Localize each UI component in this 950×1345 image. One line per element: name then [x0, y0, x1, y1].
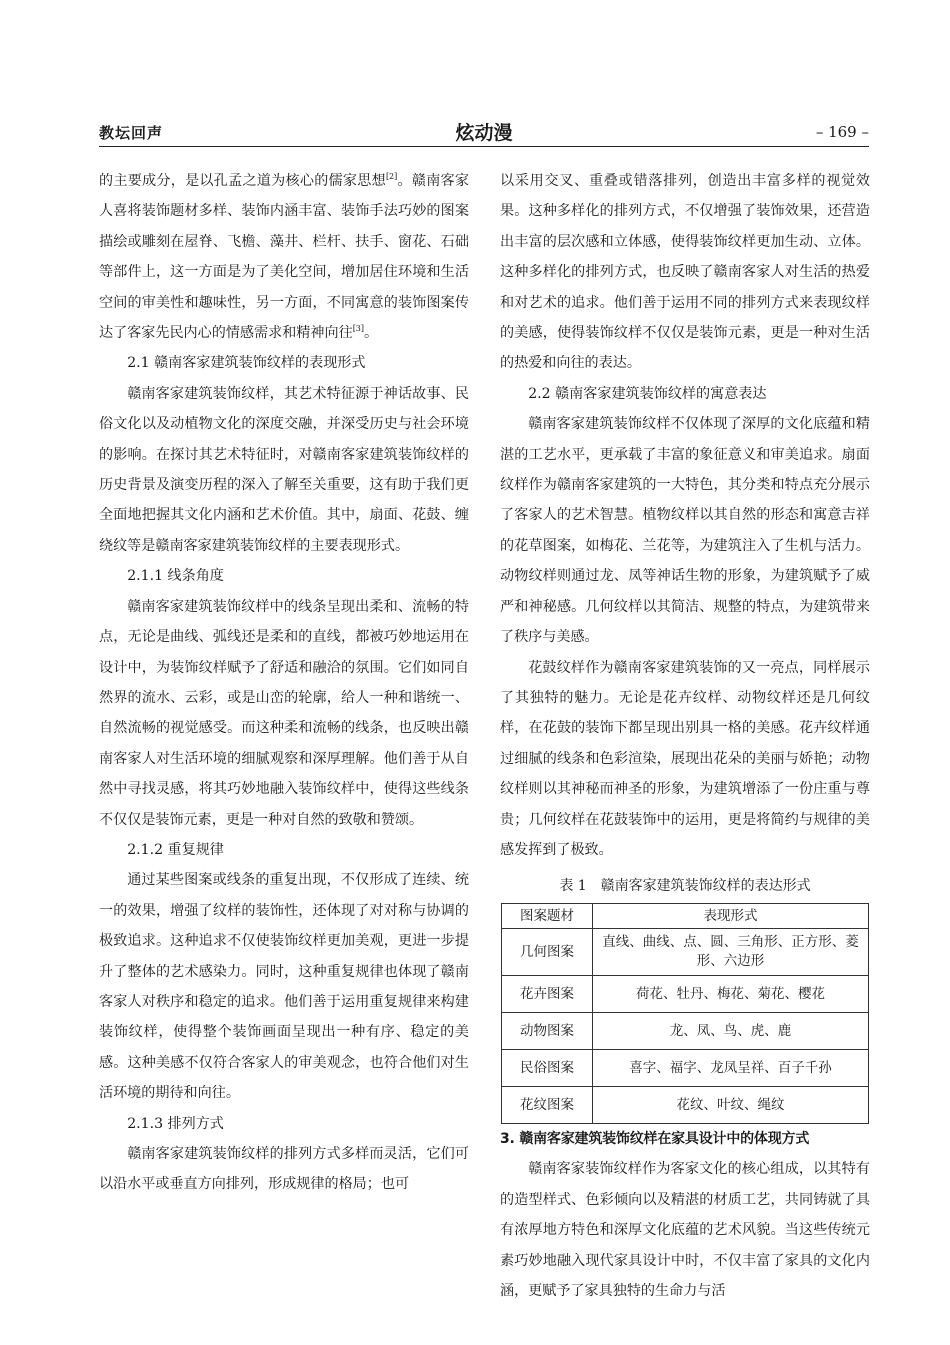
section-heading-2-1-3: 2.1.3 排列方式 — [127, 1115, 224, 1132]
citation-ref: [2] — [385, 172, 398, 181]
section-heading-2-1: 2.1 赣南客家建筑装饰纹样的表现形式 — [127, 355, 366, 372]
pattern-table — [501, 903, 869, 1124]
paragraph: 赣南客家装饰纹样作为客家文化的核心组成，以其特有的造型样式、色彩倾向以及精湛的材质工艺，共同铸就了具有浓厚地方特色和深厚文化底蕴的艺术风貌。当这些传统元素巧妙地融入现代家具设计中时，不仅丰富了家具的文化内涵，更赋予了家具独特的生命力与活 — [500, 1161, 870, 1299]
right-column — [500, 166, 870, 1306]
text-span: 的主要成分，是以孔孟之道为核心的儒家思想 — [99, 173, 386, 189]
table-cell: 民俗图案 — [502, 1050, 593, 1087]
table-cell: 动物图案 — [502, 1013, 593, 1050]
table-cell: 直线、曲线、点、圆、三角形、正方形、菱形、六边形 — [593, 929, 869, 976]
table-header-cell: 表现形式 — [593, 904, 869, 929]
table-row — [502, 1087, 869, 1124]
table-cell: 荷花、牡丹、梅花、菊花、樱花 — [593, 976, 869, 1013]
table-row — [502, 1013, 869, 1050]
table-cell: 花卉图案 — [502, 976, 593, 1013]
table-row — [502, 929, 869, 976]
table-row — [502, 1050, 869, 1087]
table-caption: 表 1 赣南客家建筑装饰纹样的表达形式 — [559, 878, 811, 895]
table-cell: 花纹、叶纹、绳纹 — [593, 1087, 869, 1124]
paragraph: 赣南客家建筑装饰纹样不仅体现了深厚的文化底蕴和精湛的工艺水平，更承载了丰富的象征意义和审美追求。扇面纹样作为赣南客家建筑的一大特色，其分类和特点充分展示了客家人的艺术智慧。植物纹样以其自然的形态和寓意吉祥的花草图案，如梅花、兰花等，为建筑注入了生机与活力。动物纹样则通过龙、凤等神话生物的形象，为建筑赋予了威严和神秘感。几何纹样以其简洁、规整的特点，为建筑带来了秩序与美感。 — [500, 416, 870, 646]
section-heading-2-1-1: 2.1.1 线条角度 — [127, 568, 224, 585]
paragraph: 通过某些图案或线条的重复出现，不仅形成了连续、统一的效果，增强了纹样的装饰性，还体现了对对称与协调的极致追求。这种追求不仅使装饰纹样更加美观，更进一步提升了整体的艺术感染力。同时，这种重复规律也体现了赣南客家人对秩序和稳定的追求。他们善于运用重复规律来构建装饰纹样，使得整个装饰画面呈现出一种有序、稳定的美感。这种美感不仅符合客家人的审美观念，也符合他们对生活环境的期待和向往。 — [99, 872, 469, 1102]
section-heading-3: 3. 赣南客家建筑装饰纹样在家具设计中的体现方式 — [500, 1131, 810, 1148]
paragraph: 以采用交叉、重叠或错落排列，创造出丰富多样的视觉效果。这种多样化的排列方式，不仅增强了装饰效果，还营造出丰富的层次感和立体感，使得装饰纹样更加生动、立体。这种多样化的排列方式，也反映了赣南客家人对生活的热爱和对艺术的追求。他们善于运用不同的排列方式来表现纹样的美感，使得装饰纹样不仅仅是装饰元素，更是一种对生活的热爱和向往的表达。 — [500, 173, 870, 372]
paragraph: 赣南客家建筑装饰纹样的排列方式多样而灵活，它们可以沿水平或垂直方向排列，形成规律的格局；也可 — [99, 1146, 469, 1193]
left-column — [99, 166, 469, 1200]
page-number: – 169 – — [815, 123, 869, 141]
paragraph: 花鼓纹样作为赣南客家建筑装饰的又一亮点，同样展示了其独特的魅力。无论是花卉纹样、动物纹样还是几何纹样，在花鼓的装饰下都呈现出别具一格的美感。花卉纹样通过细腻的线条和色彩渲染，展现出花朵的美丽与娇艳；动物纹样则以其神秘而神圣的形象，为建筑增添了一份庄重与尊贵；几何纹样在花鼓装饰中的运用，更是将简约与规律的美感发挥到了极致。 — [500, 659, 870, 858]
text-span: 。 — [364, 325, 379, 342]
table-cell: 龙、凤、鸟、虎、鹿 — [593, 1013, 869, 1050]
citation-ref: [3] — [352, 324, 365, 334]
paragraph: 赣南客家建筑装饰纹样，其艺术特征源于神话故事、民俗文化以及动植物文化的深度交融，并深受历史与社会环境的影响。在探讨其艺术特征时，对赣南客家建筑装饰纹样的历史背景及演变历程的深入了解至关重要，这有助于我们更全面地把握其文化内涵和艺术价值。其中，扇面、花鼓、缠绕纹等是赣南客家建筑装饰纹样的主要表现形式。 — [99, 385, 469, 554]
table-cell: 花纹图案 — [502, 1087, 593, 1124]
journal-section-title: 教坛回声 — [99, 124, 164, 142]
section-heading-2-2: 2.2 赣南客家建筑装饰纹样的寓意表达 — [528, 385, 767, 402]
section-heading-2-1-2: 2.1.2 重复规律 — [127, 841, 224, 858]
header-rule — [99, 146, 869, 147]
text-span: 。赣南客家人喜将装饰题材多样、装饰内涵丰富、装饰手法巧妙的图案描绘或雕刻在屋脊、飞檐、藻井、栏杆、扶手、窗花、石础等部件上，这一方面是为了美化空间，增加居住环境和生活空间的审美性和趣味性，另一方面，不同寓意的装饰图案传达了客家先民内心的情感需求和精神向往 — [99, 173, 470, 342]
page-header — [99, 116, 869, 150]
paragraph: 赣南客家建筑装饰纹样中的线条呈现出柔和、流畅的特点，无论是曲线、弧线还是柔和的直线，都被巧妙地运用在设计中，为装饰纹样赋予了舒适和融洽的氛围。它们如同自然界的流水、云彩，或是山峦的轮廓，给人一种和谐统一、自然流畅的视觉感受。而这种柔和流畅的线条，也反映出赣南客家人对生活环境的细腻观察和深厚理解。他们善于从自然中寻找灵感，将其巧妙地融入装饰纹样中，使得这些线条不仅仅是装饰元素，更是一种对自然的致敬和赞颂。 — [99, 598, 469, 828]
journal-name: 炫动漫 — [455, 122, 513, 144]
table-row — [502, 976, 869, 1013]
table-cell: 喜字、福字、龙凤呈祥、百子千孙 — [593, 1050, 869, 1087]
paragraph — [99, 166, 469, 348]
table-cell: 几何图案 — [502, 929, 593, 976]
table-header-row — [502, 904, 869, 929]
table-header-cell: 图案题材 — [502, 904, 593, 929]
